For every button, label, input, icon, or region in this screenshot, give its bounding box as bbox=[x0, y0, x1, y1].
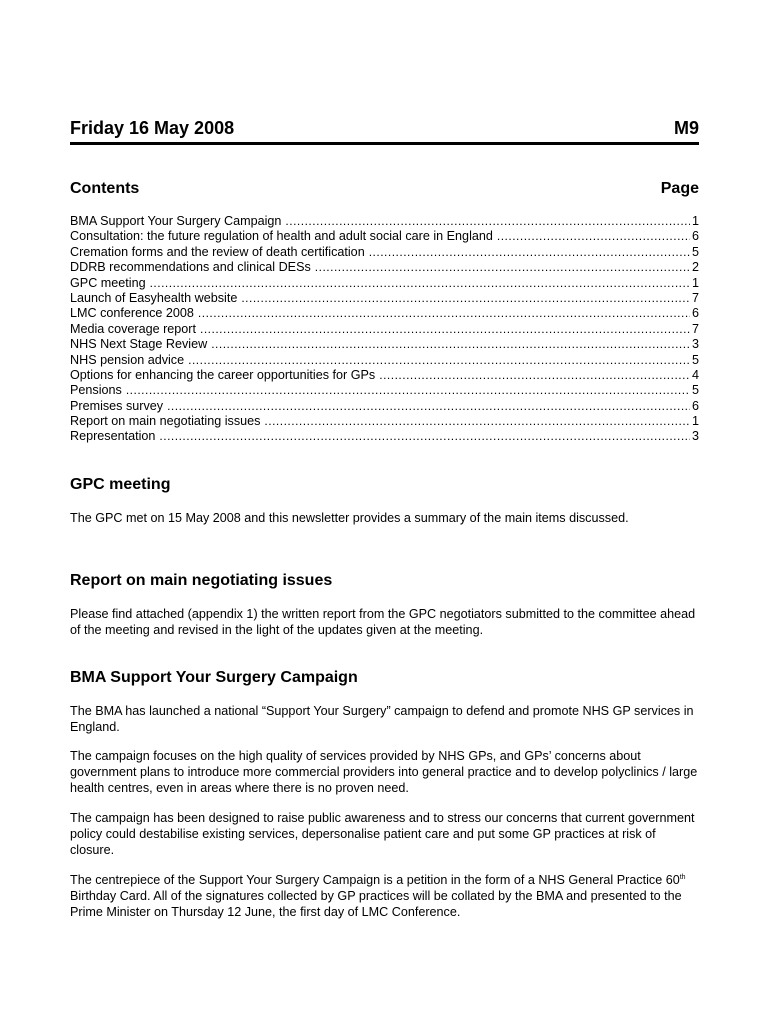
toc-leader-dots bbox=[126, 383, 690, 398]
header-date: Friday 16 May 2008 bbox=[70, 118, 235, 138]
toc-entry-title: Consultation: the future regulation of health and adult social care in England bbox=[70, 229, 493, 244]
campaign-paragraph-4-part-b: Birthday Card. All of the signatures collected by GP practices will be collated by the BMA and presented to the Prime Minister on Thursday 12 June, the first day of LMC Conference. bbox=[70, 889, 682, 919]
toc-entry bbox=[70, 260, 699, 275]
toc-entry bbox=[70, 353, 699, 368]
ordinal-suffix: th bbox=[679, 874, 686, 881]
toc-entry-page: 7 bbox=[691, 290, 699, 305]
header-code: M9 bbox=[673, 118, 699, 138]
toc-leader-dots bbox=[167, 399, 690, 414]
toc-entry bbox=[70, 322, 699, 337]
gpc-meeting-heading: GPC meeting bbox=[70, 476, 171, 493]
table-of-contents bbox=[70, 214, 699, 445]
toc-entry bbox=[70, 229, 699, 244]
gpc-meeting-text: The GPC met on 15 May 2008 and this newsletter provides a summary of the main items discussed. bbox=[70, 511, 629, 525]
contents-heading bbox=[70, 180, 699, 200]
toc-leader-dots bbox=[285, 214, 690, 229]
toc-leader-dots bbox=[497, 229, 690, 244]
toc-leader-dots bbox=[241, 291, 690, 306]
campaign-paragraph-1: The BMA has launched a national “Support Your Surgery” campaign to defend and promote NHS GP services in England. bbox=[70, 704, 694, 734]
toc-entry-page: 3 bbox=[691, 337, 699, 352]
toc-entry bbox=[70, 245, 699, 260]
toc-entry bbox=[70, 368, 699, 383]
toc-entry bbox=[70, 214, 699, 229]
toc-leader-dots bbox=[198, 306, 690, 321]
toc-leader-dots bbox=[211, 337, 690, 352]
toc-entry bbox=[70, 383, 699, 398]
toc-entry bbox=[70, 414, 699, 429]
toc-entry bbox=[70, 291, 699, 306]
toc-entry-title: Premises survey bbox=[70, 398, 164, 413]
toc-entry-title: NHS pension advice bbox=[70, 352, 185, 367]
toc-entry-page: 5 bbox=[691, 383, 699, 398]
toc-entry-title: GPC meeting bbox=[70, 275, 146, 290]
campaign-paragraph-3: The campaign has been designed to raise public awareness and to stress our concerns that current government policy could destabilise existing services, depersonalise patient care and put some GP practices at risk of closure. bbox=[70, 811, 695, 857]
toc-entry-title: Pensions bbox=[70, 383, 122, 398]
toc-entry-page: 7 bbox=[691, 321, 699, 336]
toc-entry-title: Media coverage report bbox=[70, 321, 197, 336]
report-text: Please find attached (appendix 1) the written report from the GPC negotiators submitted to the committee ahead of the meeting and revised in the light of the updates given at the meeting. bbox=[70, 607, 696, 637]
toc-entry-page: 1 bbox=[691, 214, 699, 228]
toc-entry bbox=[70, 306, 699, 321]
campaign-paragraph-2: The campaign focuses on the high quality of services provided by NHS GPs, and GPs’ concerns about government plans to introduce more commercial providers into general practice and to develop polyclinics / large health centres, even in areas where there is no proven need. bbox=[70, 749, 698, 795]
contents-title: Contents bbox=[70, 180, 140, 197]
toc-entry bbox=[70, 429, 699, 444]
campaign-heading: BMA Support Your Surgery Campaign bbox=[70, 669, 358, 686]
toc-entry-title: NHS Next Stage Review bbox=[70, 337, 208, 352]
campaign-paragraph-4 bbox=[70, 872, 699, 920]
toc-leader-dots bbox=[150, 276, 690, 291]
toc-leader-dots bbox=[200, 322, 690, 337]
toc-entry-page: 3 bbox=[691, 429, 699, 444]
toc-entry-title: DDRB recommendations and clinical DESs bbox=[70, 260, 311, 275]
toc-entry-page: 4 bbox=[691, 367, 699, 382]
toc-entry bbox=[70, 337, 699, 352]
toc-entry-page: 5 bbox=[691, 244, 699, 259]
toc-leader-dots bbox=[379, 368, 690, 383]
toc-entry-title: Cremation forms and the review of death certification bbox=[70, 244, 365, 259]
toc-entry bbox=[70, 399, 699, 414]
toc-entry-title: BMA Support Your Surgery Campaign bbox=[70, 214, 282, 228]
contents-page-label: Page bbox=[660, 180, 699, 197]
toc-leader-dots bbox=[264, 414, 690, 429]
toc-leader-dots bbox=[315, 260, 690, 275]
toc-entry-title: Representation bbox=[70, 429, 156, 444]
toc-leader-dots bbox=[369, 245, 690, 260]
toc-leader-dots bbox=[159, 429, 690, 444]
toc-entry-page: 1 bbox=[691, 414, 699, 429]
toc-entry-page: 6 bbox=[691, 306, 699, 321]
toc-entry-title: Report on main negotiating issues bbox=[70, 414, 261, 429]
toc-entry-page: 6 bbox=[691, 229, 699, 244]
toc-entry-title: Launch of Easyhealth website bbox=[70, 290, 238, 305]
toc-entry-page: 2 bbox=[691, 260, 699, 275]
toc-entry bbox=[70, 276, 699, 291]
toc-leader-dots bbox=[188, 353, 690, 368]
toc-entry-page: 6 bbox=[691, 398, 699, 413]
toc-entry-page: 5 bbox=[691, 352, 699, 367]
report-heading: Report on main negotiating issues bbox=[70, 572, 333, 589]
page-header bbox=[70, 118, 699, 145]
campaign-paragraph-4-part-a: The centrepiece of the Support Your Surgery Campaign is a petition in the form of a NHS General Practice 60 bbox=[70, 873, 680, 887]
toc-entry-title: LMC conference 2008 bbox=[70, 306, 194, 321]
toc-entry-page: 1 bbox=[691, 275, 699, 290]
toc-entry-title: Options for enhancing the career opportunities for GPs bbox=[70, 367, 376, 382]
